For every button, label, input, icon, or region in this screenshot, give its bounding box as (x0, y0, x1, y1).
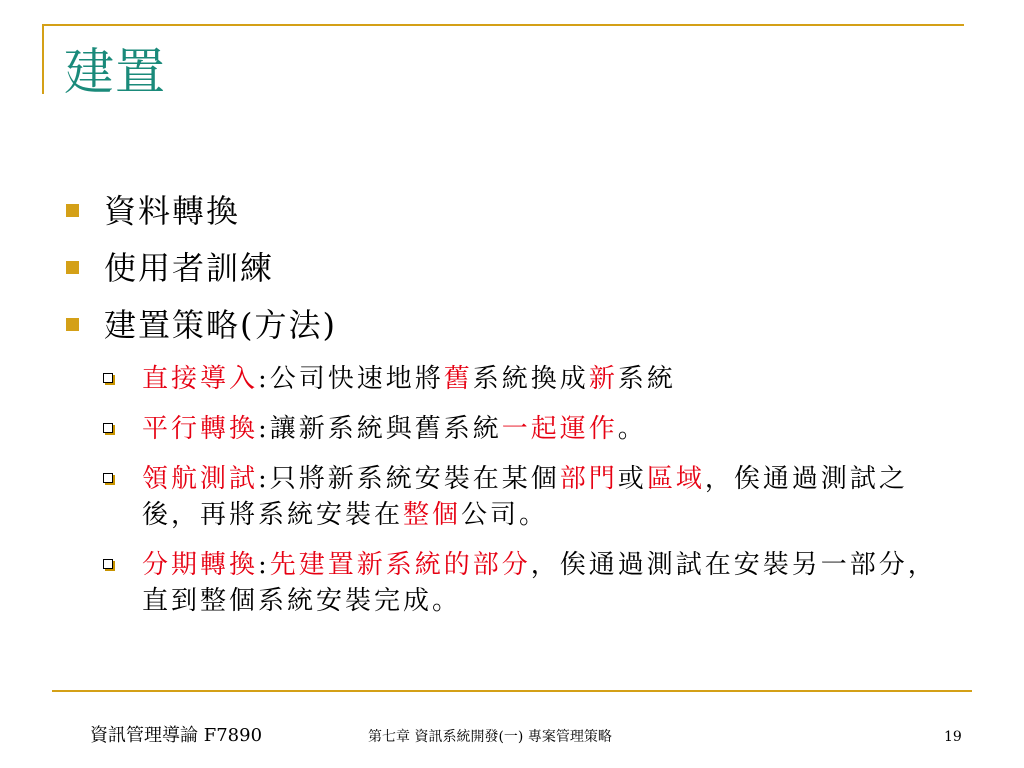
sub-text: : (258, 550, 270, 580)
highlight-new: 新 (588, 364, 618, 394)
highlight-whole: 整個 (403, 500, 462, 530)
slide-content (60, 190, 950, 633)
page-number: 19 (944, 729, 962, 745)
term-phased: 分期轉換 (142, 550, 259, 580)
bullet-item (60, 247, 950, 289)
bottom-rule (52, 690, 972, 692)
sub-text: :公司快速地將 (258, 364, 444, 394)
sub-bullet-phased (60, 547, 950, 619)
bullet-text: 資料轉換 (104, 192, 241, 230)
bullet-text: 使用者訓練 (104, 249, 275, 287)
sub-text: 。 (617, 414, 647, 444)
square-bullet-icon (66, 261, 79, 274)
sub-bullet-direct (60, 361, 950, 397)
hollow-square-bullet-icon (103, 423, 113, 433)
left-rule (42, 24, 44, 94)
sub-text: ，俟通過測試之後，再將系統安裝在 (142, 464, 908, 530)
bullet-item (60, 304, 950, 346)
footer-chapter: 第七章 資訊系統開發(一) 專案管理策略 (368, 729, 612, 745)
sub-bullet-parallel (60, 411, 950, 447)
sub-text: ，俟通過測試在安裝另一部分，直到整個系統安裝完成。 (142, 550, 937, 616)
term-parallel: 平行轉換 (142, 414, 259, 444)
sub-text: :只將新系統安裝在某個 (258, 464, 560, 494)
term-pilot: 領航測試 (142, 464, 259, 494)
sub-text: 系統 (617, 364, 676, 394)
sub-text: 公司。 (461, 500, 549, 530)
footer-course: 資訊管理導論 F7890 (90, 725, 263, 746)
square-bullet-icon (66, 318, 79, 331)
sub-text: :讓新系統與舊系統 (258, 414, 502, 444)
sub-text: 系統換成 (472, 364, 589, 394)
top-rule (42, 24, 964, 26)
highlight-partial: 先建置新系統的部分 (269, 550, 531, 580)
highlight-region: 區域 (646, 464, 705, 494)
bullet-text: 建置策略(方法) (104, 306, 337, 344)
slide-title: 建置 (64, 43, 166, 101)
sub-bullet-pilot (60, 461, 950, 533)
hollow-square-bullet-icon (103, 473, 113, 483)
highlight-old: 舊 (443, 364, 473, 394)
hollow-square-bullet-icon (103, 373, 113, 383)
highlight-department: 部門 (559, 464, 618, 494)
term-direct: 直接導入 (142, 364, 259, 394)
hollow-square-bullet-icon (103, 559, 113, 569)
sub-text: 或 (617, 464, 647, 494)
bullet-item (60, 190, 950, 232)
highlight-together: 一起運作 (501, 414, 618, 444)
square-bullet-icon (66, 204, 79, 217)
